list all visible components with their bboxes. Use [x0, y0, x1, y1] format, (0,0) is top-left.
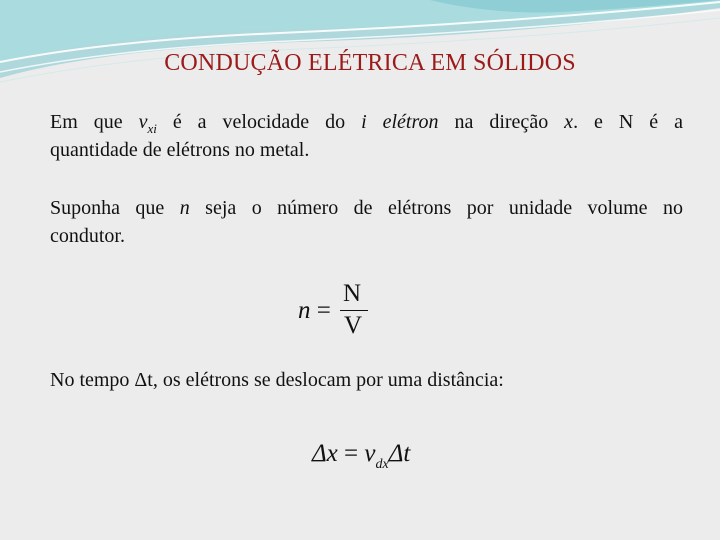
paragraph-density-line1: [50, 194, 683, 222]
p1-direcao: na direção: [438, 111, 565, 133]
eq2-delta-t: Δt: [388, 440, 411, 467]
p1-i-eletron: i elétron: [361, 111, 439, 133]
p2-after: seja o número de elétrons por unidade volume no: [189, 197, 683, 219]
p1-v-subscript: xi: [147, 121, 157, 136]
equation-n-equals-n-over-v: [298, 280, 378, 342]
eq2-lhs: Δx: [312, 440, 338, 467]
paragraph-velocity-line2: quantidade de elétrons no metal.: [50, 139, 310, 161]
eq1-numerator: N: [343, 280, 362, 307]
eq1-denominator: V: [344, 312, 363, 339]
p1-v-symbol: v: [138, 111, 148, 133]
eq1-fraction-bar: [340, 310, 368, 311]
p1-x-symbol: x: [564, 111, 574, 133]
eq2-v-subscript: dx: [375, 457, 389, 472]
p1-after: . e N é a: [573, 111, 684, 133]
slide-title: CONDUÇÃO ELÉTRICA EM SÓLIDOS: [164, 50, 576, 76]
p1-before: Em que: [50, 111, 139, 133]
equation-displacement: [312, 440, 410, 473]
p2-n-symbol: n: [179, 197, 190, 219]
eq2-equals: =: [337, 440, 365, 467]
eq2-v-symbol: v: [364, 440, 376, 467]
paragraph-density-line2: condutor.: [50, 225, 125, 247]
p2-before: Suponha que: [50, 197, 180, 219]
p1-middle: é a velocidade do: [156, 111, 362, 133]
eq1-lhs: n =: [298, 297, 331, 324]
paragraph-time-displacement: No tempo Δt, os elétrons se deslocam por uma distância:: [50, 369, 504, 391]
